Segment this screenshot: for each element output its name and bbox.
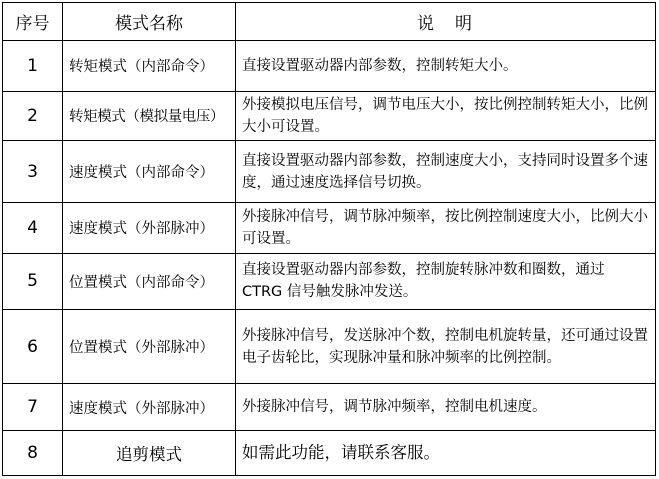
row-mode: 追剪模式 [63, 430, 236, 475]
header-no: 序号 [3, 3, 63, 41]
row-desc: 直接设置驱动器内部参数，控制转矩大小。 [236, 41, 656, 91]
row-desc: 外接脉冲信号，调节脉冲频率，按比例控制速度大小，比例大小可设置。 [236, 203, 656, 253]
row-mode: 速度模式（内部命令） [63, 140, 236, 202]
table-row [3, 203, 656, 253]
row-no: 6 [3, 309, 63, 383]
row-mode: 位置模式（外部脉冲） [63, 309, 236, 383]
row-no: 4 [3, 203, 63, 253]
row-mode: 速度模式（外部脉冲） [63, 384, 236, 430]
row-no: 3 [3, 140, 63, 202]
row-desc: 直接设置驱动器内部参数，控制速度大小，支持同时设置多个速度，通过速度选择信号切换。 [236, 140, 656, 202]
header-mode: 模式名称 [63, 3, 236, 41]
row-desc: 如需此功能，请联系客服。 [236, 430, 656, 475]
table-row [3, 309, 656, 383]
row-mode: 速度模式（外部脉冲） [63, 203, 236, 253]
table-row [3, 41, 656, 91]
row-desc: 直接设置驱动器内部参数，控制旋转脉冲数和圈数，通过 CTRG 信号触发脉冲发送。 [236, 253, 656, 309]
table-row [3, 140, 656, 202]
row-no: 2 [3, 91, 63, 140]
row-mode: 位置模式（内部命令） [63, 253, 236, 309]
table-row [3, 91, 656, 140]
table-row [3, 430, 656, 475]
row-mode: 转矩模式（内部命令） [63, 41, 236, 91]
row-desc: 外接脉冲信号，发送脉冲个数，控制电机旋转量，还可通过设置电子齿轮比，实现脉冲量和脉冲频率的比例控制。 [236, 309, 656, 383]
table-row [3, 384, 656, 430]
row-no: 7 [3, 384, 63, 430]
table-header-row [3, 3, 656, 41]
row-no: 5 [3, 253, 63, 309]
row-mode: 转矩模式（模拟量电压） [63, 91, 236, 140]
header-desc: 说 明 [236, 3, 656, 41]
table-row [3, 253, 656, 309]
row-desc: 外接脉冲信号，调节脉冲频率，控制电机速度。 [236, 384, 656, 430]
row-no: 8 [3, 430, 63, 475]
row-no: 1 [3, 41, 63, 91]
control-mode-table [2, 2, 656, 476]
row-desc: 外接模拟电压信号，调节电压大小，按比例控制转矩大小，比例大小可设置。 [236, 91, 656, 140]
